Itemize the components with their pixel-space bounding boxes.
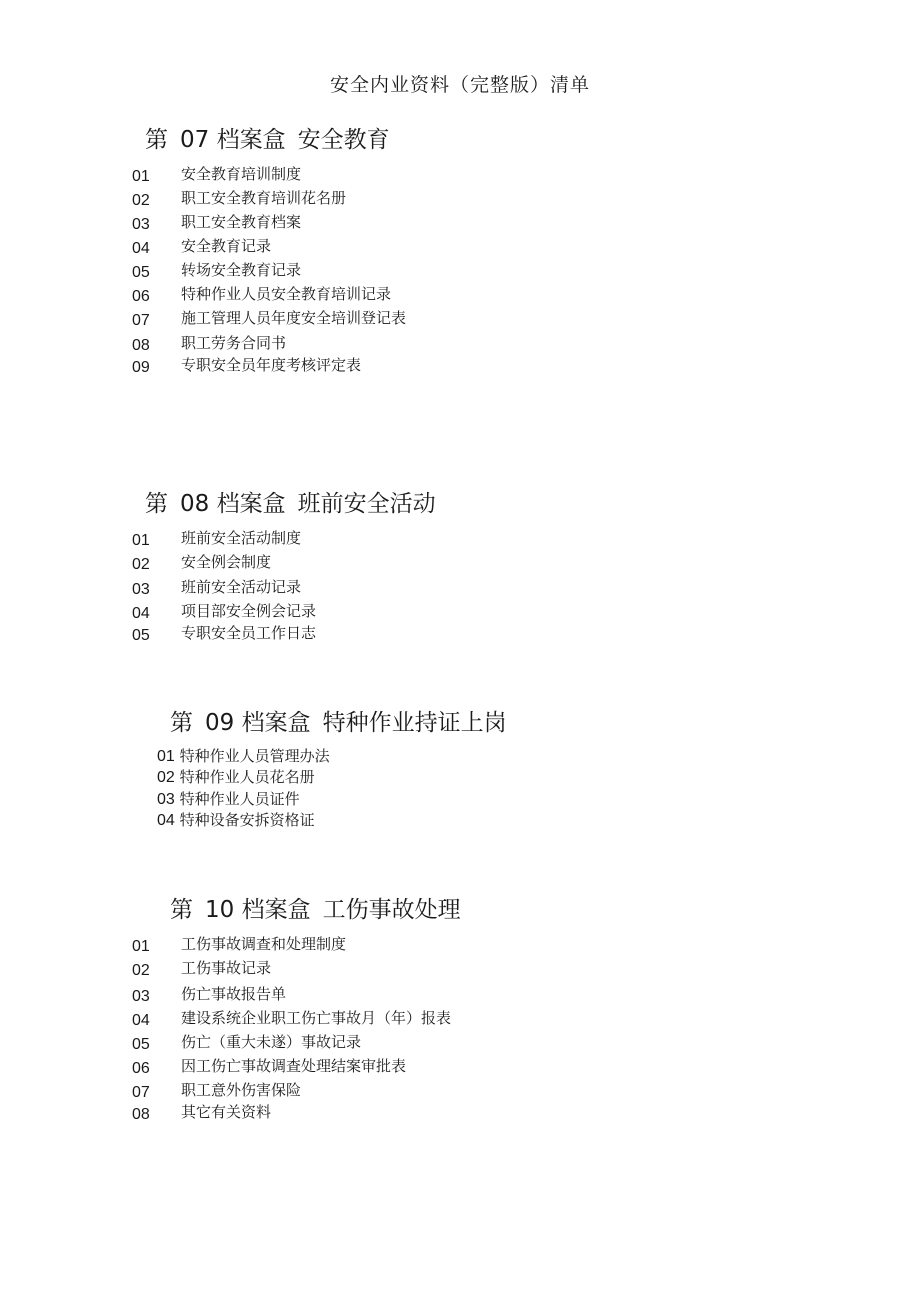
item-number: 03 — [132, 988, 150, 1005]
item-number: 01 — [132, 532, 150, 549]
item-number: 06 — [132, 288, 150, 305]
item-number: 06 — [132, 1060, 150, 1077]
item-number: 03 — [132, 216, 150, 233]
box-heading-10 — [170, 891, 461, 924]
item-text: 施工管理人员年度安全培训登记表 — [181, 309, 407, 327]
box-heading-09 — [170, 704, 507, 737]
item-number: 04 — [132, 605, 150, 622]
item-text: 专职安全员年度考核评定表 — [181, 356, 362, 374]
box-number: 08 — [180, 491, 210, 517]
item-text: 职工意外伤害保险 — [181, 1081, 302, 1099]
item-text: 建设系统企业职工伤亡事故月（年）报表 — [181, 1009, 452, 1027]
item-number: 05 — [132, 627, 150, 644]
item-number: 07 — [132, 312, 150, 329]
box-prefix: 第 — [145, 491, 168, 517]
item-text: 转场安全教育记录 — [181, 261, 302, 279]
item-number: 08 — [132, 337, 150, 354]
box-heading-08 — [145, 485, 436, 518]
item-text: 伤亡（重大未遂）事故记录 — [181, 1033, 362, 1051]
item-text: 职工安全教育培训花名册 — [181, 189, 347, 207]
item-text: 特种作业人员花名册 — [179, 768, 315, 786]
item-text: 工伤事故记录 — [181, 959, 272, 977]
item-text: 其它有关资料 — [181, 1103, 272, 1121]
page-title: 安全内业资料（完整版）清单 — [329, 74, 590, 96]
item-number: 03 — [132, 581, 150, 598]
item-number: 01 — [132, 938, 150, 955]
item-number: 05 — [132, 264, 150, 281]
item-text: 安全教育记录 — [181, 237, 272, 255]
box-suffix: 档案盒 — [241, 710, 311, 736]
item-number: 05 — [132, 1036, 150, 1053]
list-item — [157, 789, 300, 810]
box-name: 安全教育 — [297, 127, 390, 153]
box-suffix: 档案盒 — [241, 897, 311, 923]
item-text: 班前安全活动制度 — [181, 529, 302, 547]
item-text: 职工安全教育档案 — [181, 213, 302, 231]
item-text: 安全教育培训制度 — [181, 165, 302, 183]
item-number: 02 — [157, 769, 175, 786]
item-number: 04 — [132, 1012, 150, 1029]
item-text: 特种作业人员证件 — [179, 790, 300, 808]
item-number: 04 — [157, 812, 175, 829]
item-number: 04 — [132, 240, 150, 257]
item-number: 02 — [132, 556, 150, 573]
box-number: 09 — [205, 710, 235, 736]
box-name: 特种作业持证上岗 — [322, 710, 507, 736]
box-prefix: 第 — [170, 710, 193, 736]
item-text: 工伤事故调查和处理制度 — [181, 935, 347, 953]
box-suffix: 档案盒 — [216, 491, 286, 517]
item-number: 02 — [132, 962, 150, 979]
box-name: 班前安全活动 — [297, 491, 436, 517]
item-text: 特种设备安拆资格证 — [179, 811, 315, 829]
item-text: 班前安全活动记录 — [181, 578, 302, 596]
box-name: 工伤事故处理 — [322, 897, 461, 923]
list-item — [157, 767, 315, 788]
item-text: 职工劳务合同书 — [181, 334, 287, 352]
item-number: 08 — [132, 1106, 150, 1123]
list-item — [157, 746, 330, 767]
list-item — [157, 810, 315, 831]
item-number: 02 — [132, 192, 150, 209]
item-number: 07 — [132, 1084, 150, 1101]
box-heading-07 — [145, 121, 390, 154]
item-text: 因工伤亡事故调查处理结案审批表 — [181, 1057, 407, 1075]
item-text: 安全例会制度 — [181, 553, 272, 571]
item-text: 项目部安全例会记录 — [181, 602, 317, 620]
item-text: 伤亡事故报告单 — [181, 985, 287, 1003]
box-number: 10 — [205, 897, 235, 923]
box-number: 07 — [180, 127, 210, 153]
item-number: 01 — [157, 748, 175, 765]
item-number: 03 — [157, 791, 175, 808]
box-suffix: 档案盒 — [216, 127, 286, 153]
item-text: 特种作业人员安全教育培训记录 — [181, 285, 392, 303]
item-text: 特种作业人员管理办法 — [179, 747, 330, 765]
box-prefix: 第 — [145, 127, 168, 153]
box-prefix: 第 — [170, 897, 193, 923]
item-number: 09 — [132, 359, 150, 376]
item-text: 专职安全员工作日志 — [181, 624, 317, 642]
item-number: 01 — [132, 168, 150, 185]
